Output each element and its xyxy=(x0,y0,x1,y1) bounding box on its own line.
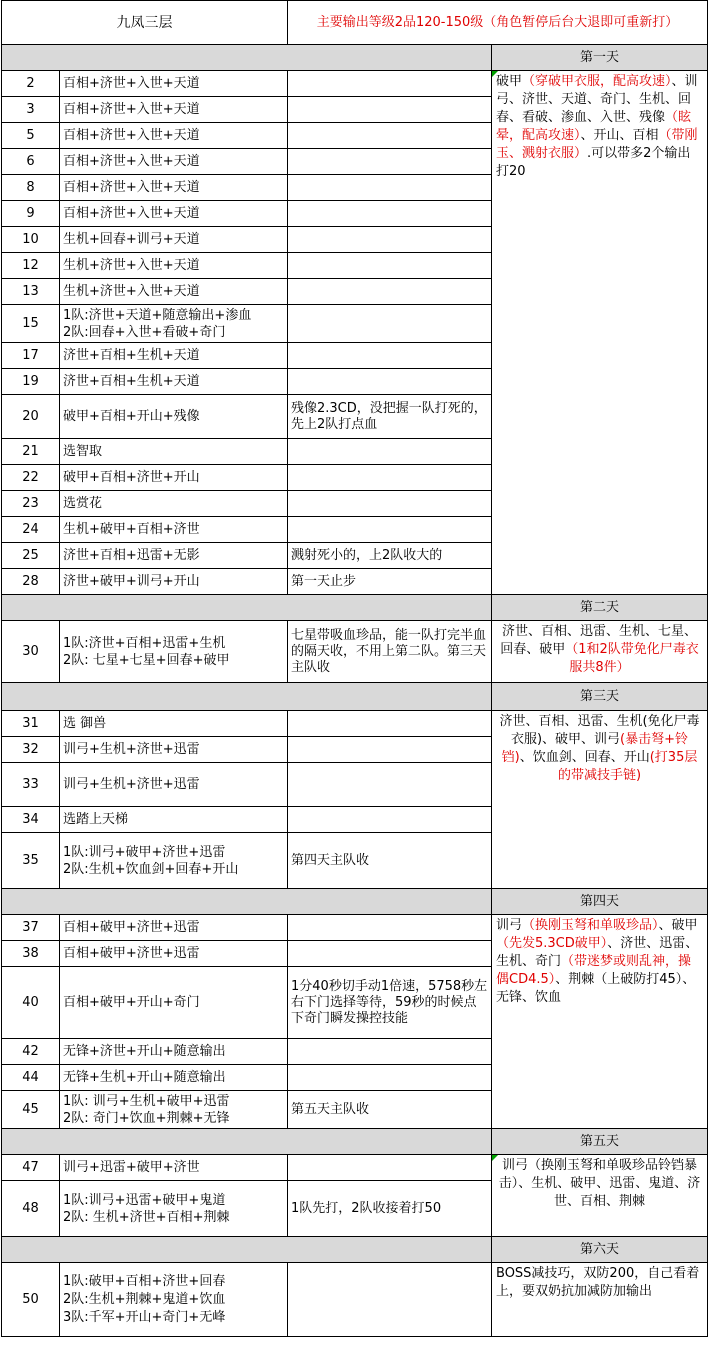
team-cell xyxy=(60,97,288,123)
team-line: 1队:济世+百相+迅雷+生机 xyxy=(63,635,226,651)
team-line: 选 御兽 xyxy=(63,715,107,731)
highlight-text: (暴击弩+铃铛) xyxy=(501,732,689,765)
floor-number: 28 xyxy=(2,569,60,595)
highlight-text: （眩晕，配高攻速） xyxy=(496,110,692,143)
highlight-text: （1和2队带免化尸毒衣服共8件） xyxy=(565,642,699,675)
day-bar-row xyxy=(2,683,708,711)
note-cell xyxy=(288,491,492,517)
team-line: 无锋+生机+开山+随意输出 xyxy=(63,1069,226,1085)
team-cell xyxy=(60,1181,288,1237)
team-cell xyxy=(60,915,288,941)
team-line: 2队:生机+饮血剑+回春+开山 xyxy=(63,861,239,877)
team-line: 选智取 xyxy=(63,443,103,459)
team-line: 2队: 奇门+饮血+荆棘+无锋 xyxy=(63,1110,230,1126)
note-cell xyxy=(288,941,492,967)
floor-number: 24 xyxy=(2,517,60,543)
side-text: 破甲 xyxy=(496,74,523,89)
team-cell xyxy=(60,253,288,279)
team-cell xyxy=(60,833,288,889)
note-cell xyxy=(288,1155,492,1181)
team-cell xyxy=(60,175,288,201)
floor-number: 50 xyxy=(2,1263,60,1337)
team-cell xyxy=(60,711,288,737)
table-row xyxy=(2,1155,708,1181)
floor-number: 2 xyxy=(2,71,60,97)
day-equipment-note xyxy=(492,71,708,595)
day-equipment-note xyxy=(492,915,708,1129)
team-cell xyxy=(60,517,288,543)
note-cell xyxy=(288,305,492,343)
team-cell xyxy=(60,465,288,491)
team-line: 济世+破甲+训弓+开山 xyxy=(63,573,200,589)
floor-number: 22 xyxy=(2,465,60,491)
team-cell xyxy=(60,149,288,175)
day-label: 第二天 xyxy=(492,595,708,621)
highlight-text: （带刚玉、溅射衣服） xyxy=(496,128,698,161)
note-cell xyxy=(288,915,492,941)
team-cell xyxy=(60,569,288,595)
floor-number: 25 xyxy=(2,543,60,569)
note-cell xyxy=(288,1065,492,1091)
team-line: 百相+济世+入世+天道 xyxy=(63,153,200,169)
side-text: 训弓（换刚玉弩和单吸珍品铃铛暴击）、生机、破甲、迅雷、鬼道、济世、百相、荆棘 xyxy=(498,1158,701,1209)
floor-number: 21 xyxy=(2,439,60,465)
table-row xyxy=(2,621,708,683)
floor-number: 47 xyxy=(2,1155,60,1181)
note-cell xyxy=(288,253,492,279)
team-line: 无锋+济世+开山+随意输出 xyxy=(63,1043,226,1059)
note-cell xyxy=(288,737,492,763)
header-note: 主要输出等级2品120-150级（角色暂停后台大退即可重新打） xyxy=(288,1,708,45)
note-cell xyxy=(288,1039,492,1065)
floor-number: 32 xyxy=(2,737,60,763)
highlight-text: （换刚玉弩和单吸珍品） xyxy=(522,918,659,933)
floor-number: 9 xyxy=(2,201,60,227)
highlight-text: （先发5.3CD破甲） xyxy=(496,936,608,951)
day-bar xyxy=(2,1237,492,1263)
side-text: 、荆棘（上破防打45）、无锋、饮血 xyxy=(496,972,696,1005)
team-cell xyxy=(60,201,288,227)
note-cell xyxy=(288,175,492,201)
day-bar xyxy=(2,683,492,711)
team-cell xyxy=(60,71,288,97)
note-cell xyxy=(288,369,492,395)
note-cell: 溅射死小的，上2队收大的 xyxy=(288,543,492,569)
floor-number: 6 xyxy=(2,149,60,175)
team-line: 1队:济世+天道+随意输出+渗血 xyxy=(63,307,252,323)
note-cell: 1分40秒切手动1倍速，5758秒左右下门选择等待，59秒的时候点下奇门瞬发操控技能 xyxy=(288,967,492,1039)
highlight-text: （带迷梦或则乱神，操偶CD4.5） xyxy=(496,954,692,987)
team-line: 济世+百相+迅雷+无影 xyxy=(63,547,200,563)
team-cell xyxy=(60,1155,288,1181)
floor-number: 10 xyxy=(2,227,60,253)
team-line: 1队: 训弓+生机+破甲+迅雷 xyxy=(63,1093,230,1109)
note-cell xyxy=(288,517,492,543)
team-line: 选踏上天梯 xyxy=(63,811,129,827)
team-cell xyxy=(60,737,288,763)
team-line: 1队:训弓+破甲+济世+迅雷 xyxy=(63,844,226,860)
floor-number: 38 xyxy=(2,941,60,967)
team-cell xyxy=(60,439,288,465)
team-line: 济世+百相+生机+天道 xyxy=(63,373,200,389)
side-text: 、训弓、济世、天道、奇门、生机、回春、看破、渗血、入世、残像 xyxy=(496,74,698,125)
day-label: 第一天 xyxy=(492,45,708,71)
team-line: 生机+回春+训弓+天道 xyxy=(63,231,200,247)
floor-number: 44 xyxy=(2,1065,60,1091)
team-cell xyxy=(60,1263,288,1337)
team-cell xyxy=(60,763,288,807)
team-line: 济世+百相+生机+天道 xyxy=(63,347,200,363)
team-cell xyxy=(60,343,288,369)
floor-number: 33 xyxy=(2,763,60,807)
floor-number: 45 xyxy=(2,1091,60,1129)
side-text: .可以带多2个输出打20 xyxy=(496,146,691,179)
day-bar xyxy=(2,595,492,621)
team-cell xyxy=(60,967,288,1039)
header-row xyxy=(2,1,708,45)
note-cell xyxy=(288,279,492,305)
day-bar-row xyxy=(2,1129,708,1155)
note-cell xyxy=(288,343,492,369)
team-cell xyxy=(60,621,288,683)
team-line: 生机+济世+入世+天道 xyxy=(63,257,200,273)
team-cell xyxy=(60,941,288,967)
note-cell xyxy=(288,149,492,175)
team-line: 2队:回春+入世+看破+奇门 xyxy=(63,324,226,340)
note-cell xyxy=(288,123,492,149)
table-row xyxy=(2,711,708,737)
floor-number: 37 xyxy=(2,915,60,941)
team-line: 1队:训弓+迅雷+破甲+鬼道 xyxy=(63,1192,226,1208)
team-line: 1队:破甲+百相+济世+回春 xyxy=(63,1273,226,1289)
team-cell xyxy=(60,491,288,517)
note-cell xyxy=(288,1263,492,1337)
day-equipment-note xyxy=(492,621,708,683)
team-cell xyxy=(60,305,288,343)
note-cell xyxy=(288,807,492,833)
floor-number: 5 xyxy=(2,123,60,149)
note-cell xyxy=(288,711,492,737)
team-cell xyxy=(60,227,288,253)
floor-number: 3 xyxy=(2,97,60,123)
floor-number: 19 xyxy=(2,369,60,395)
team-cell xyxy=(60,1065,288,1091)
team-line: 百相+济世+入世+天道 xyxy=(63,101,200,117)
side-text: 、破甲 xyxy=(658,918,698,933)
team-line: 生机+破甲+百相+济世 xyxy=(63,521,200,537)
day-bar xyxy=(2,1129,492,1155)
note-cell xyxy=(288,71,492,97)
floor-number: 12 xyxy=(2,253,60,279)
side-text: 济世、百相、迅雷、生机、七星、回春、破甲 xyxy=(500,624,697,657)
table-row xyxy=(2,915,708,941)
team-cell xyxy=(60,807,288,833)
day-bar xyxy=(2,889,492,915)
floor-number: 31 xyxy=(2,711,60,737)
team-line: 训弓+生机+济世+迅雷 xyxy=(63,776,200,792)
highlight-text: (打35层的带减技手链) xyxy=(557,750,698,783)
team-cell xyxy=(60,123,288,149)
note-cell: 第一天止步 xyxy=(288,569,492,595)
team-line: 生机+济世+入世+天道 xyxy=(63,283,200,299)
floor-number: 30 xyxy=(2,621,60,683)
team-line: 百相+济世+入世+天道 xyxy=(63,127,200,143)
day-equipment-note xyxy=(492,1263,708,1337)
team-line: 百相+济世+入世+天道 xyxy=(63,179,200,195)
side-text: 、饮血剑、回春、开山 xyxy=(519,750,650,765)
floor-number: 48 xyxy=(2,1181,60,1237)
team-line: 破甲+百相+济世+开山 xyxy=(63,469,200,485)
floor-number: 17 xyxy=(2,343,60,369)
highlight-text: （穿破甲衣服，配高攻速） xyxy=(522,74,672,89)
note-cell: 第五天主队收 xyxy=(288,1091,492,1129)
team-line: 2队: 生机+济世+百相+荆棘 xyxy=(63,1209,230,1225)
team-line: 3队:千军+开山+奇门+无峰 xyxy=(63,1309,226,1325)
note-cell xyxy=(288,97,492,123)
note-cell xyxy=(288,439,492,465)
team-cell xyxy=(60,395,288,439)
floor-number: 15 xyxy=(2,305,60,343)
day-label: 第五天 xyxy=(492,1129,708,1155)
team-line: 百相+破甲+开山+奇门 xyxy=(63,994,200,1010)
side-text: 训弓 xyxy=(496,918,523,933)
side-text: 、开山、百相 xyxy=(580,128,659,143)
team-line: 2队:生机+荆棘+鬼道+饮血 xyxy=(63,1291,226,1307)
day-bar-row xyxy=(2,45,708,71)
note-cell xyxy=(288,465,492,491)
team-cell xyxy=(60,1039,288,1065)
day-label: 第四天 xyxy=(492,889,708,915)
team-line: 训弓+迅雷+破甲+济世 xyxy=(63,1159,200,1175)
day-label: 第六天 xyxy=(492,1237,708,1263)
side-text: 济世、百相、迅雷、生机(免化尸毒衣服)、破甲、训弓 xyxy=(499,714,700,747)
side-text: BOSS减技巧，双防200，自己看着上，要双奶抗加减防加输出 xyxy=(496,1266,700,1299)
day-bar-row xyxy=(2,889,708,915)
day-bar xyxy=(2,45,492,71)
floor-number: 34 xyxy=(2,807,60,833)
floor-number: 35 xyxy=(2,833,60,889)
team-line: 百相+破甲+济世+迅雷 xyxy=(63,919,200,935)
day-equipment-note xyxy=(492,711,708,889)
team-cell xyxy=(60,1091,288,1129)
team-cell xyxy=(60,369,288,395)
day-equipment-note xyxy=(492,1155,708,1237)
strategy-table xyxy=(1,0,708,1337)
floor-number: 13 xyxy=(2,279,60,305)
note-cell xyxy=(288,763,492,807)
floor-number: 23 xyxy=(2,491,60,517)
note-cell: 1队先打，2队收接着打50 xyxy=(288,1181,492,1237)
day-label: 第三天 xyxy=(492,683,708,711)
side-text: 、济世、迅雷、生机、奇门 xyxy=(496,936,699,969)
team-cell xyxy=(60,279,288,305)
team-line: 百相+破甲+济世+迅雷 xyxy=(63,945,200,961)
floor-number: 40 xyxy=(2,967,60,1039)
note-cell xyxy=(288,227,492,253)
team-line: 训弓+生机+济世+迅雷 xyxy=(63,741,200,757)
team-line: 2队: 七星+七星+回春+破甲 xyxy=(63,652,230,668)
note-cell: 第四天主队收 xyxy=(288,833,492,889)
note-cell xyxy=(288,201,492,227)
table-row xyxy=(2,71,708,97)
team-line: 百相+济世+入世+天道 xyxy=(63,205,200,221)
team-cell xyxy=(60,543,288,569)
team-line: 选赏花 xyxy=(63,495,103,511)
floor-number: 42 xyxy=(2,1039,60,1065)
team-line: 破甲+百相+开山+残像 xyxy=(63,408,200,424)
floor-number: 8 xyxy=(2,175,60,201)
floor-number: 20 xyxy=(2,395,60,439)
table-row xyxy=(2,1263,708,1337)
note-cell: 七星带吸血珍品，能一队打完半血的隔天收，不用上第二队。第三天主队收 xyxy=(288,621,492,683)
page-title: 九凤三层 xyxy=(2,1,288,45)
team-line: 百相+济世+入世+天道 xyxy=(63,75,200,91)
day-bar-row xyxy=(2,1237,708,1263)
day-bar-row xyxy=(2,595,708,621)
note-cell: 残像2.3CD，没把握一队打死的，先上2队打点血 xyxy=(288,395,492,439)
